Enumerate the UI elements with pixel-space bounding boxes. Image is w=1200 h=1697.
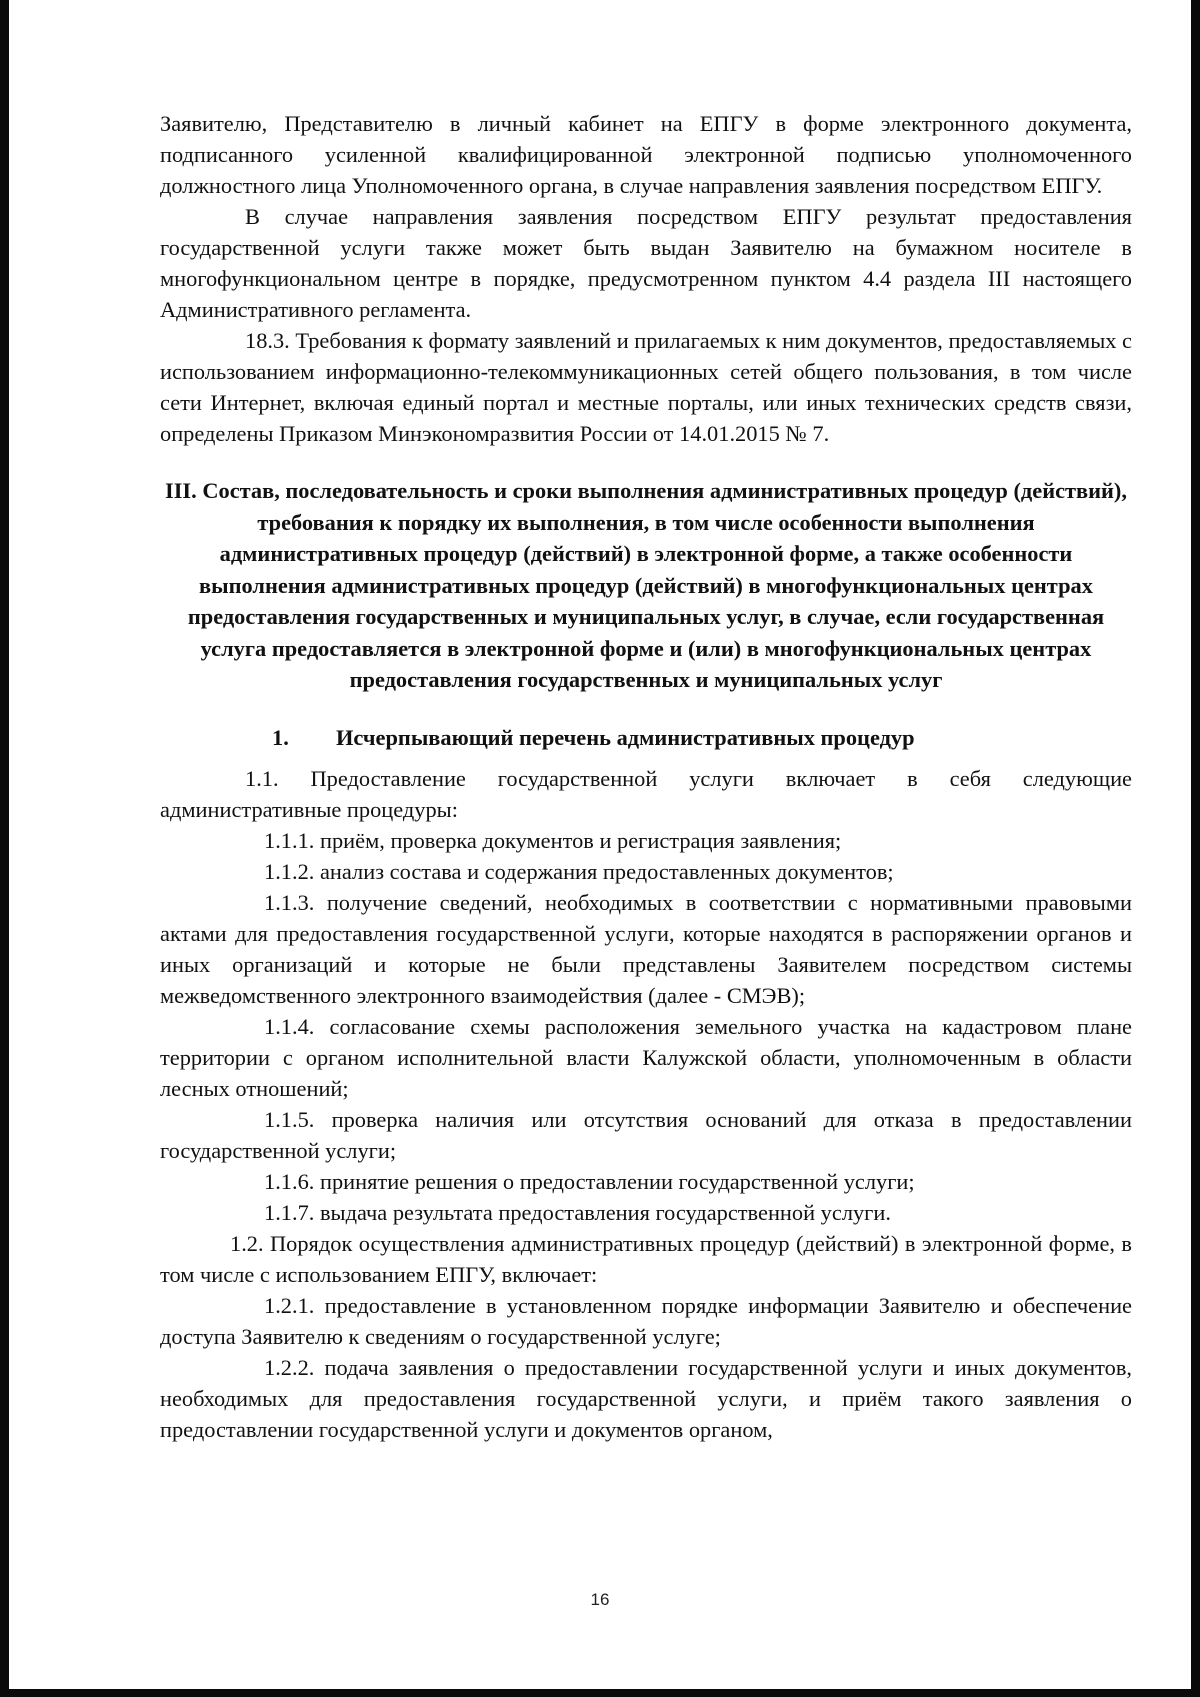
document-page — [160, 108, 1132, 1445]
paragraph-1-1-3: 1.1.3. получение сведений, необходимых в соответствии с нормативными правовыми актами для предоставления государственной услуги, которые находятся в распоряжении органов и иных организаций и которые не были представлены Заявителем посредством системы межведомственного электронного взаимодействия (далее - СМЭВ); — [160, 889, 1132, 1008]
paragraph-1-2-2: 1.2.2. подача заявления о предоставлении государственной услуги и иных документов, необходимых для предоставления государственной услуги, и приём такого заявления о предоставлении государственной услуги и документов органом, — [160, 1354, 1132, 1442]
paragraph-1-1-2: 1.1.2. анализ состава и содержания предоставленных документов; — [264, 858, 894, 884]
paragraph-1-2: 1.2. Порядок осуществления административных процедур (действий) в электронной форме, в том числе с использованием ЕПГУ, включает: — [160, 1230, 1132, 1287]
paragraph-continuation: Заявителю, Представителю в личный кабинет на ЕПГУ в форме электронного документа, подписанного усиленной квалифицированной электронной подписью уполномоченного должностного лица Уполномоченного органа, в случае направления заявления посредством ЕПГУ. — [160, 111, 1132, 198]
paragraph-1-1-7: 1.1.7. выдача результата предоставления государственной услуги. — [264, 1199, 891, 1225]
paragraph-1-1-4: 1.1.4. согласование схемы расположения земельного участка на кадастровом плане территории с органом исполнительной власти Калужской области, уполномоченным в области лесных отношений; — [160, 1013, 1132, 1101]
paragraph-1-1-1: 1.1.1. приём, проверка документов и регистрация заявления; — [264, 827, 842, 853]
scan-left-edge — [0, 0, 9, 1697]
paragraph-1-2-1: 1.2.1. предоставление в установленном порядке информации Заявителю и обеспечение доступа Заявителю к сведениям о государственной услуге; — [160, 1292, 1132, 1349]
subsection-heading — [160, 722, 1132, 753]
subsection-number: 1. — [272, 724, 289, 750]
scan-bottom-edge — [0, 1689, 1200, 1697]
paragraph-1-1: 1.1. Предоставление государственной услуги включает в себя следующие административные процедуры: — [160, 765, 1132, 822]
paragraph-18-3: 18.3. Требования к формату заявлений и прилагаемых к ним документов, предоставляемых с использованием информационно-телекоммуникационных сетей общего пользования, в том числе сети Интернет, включая единый портал и местные порталы, или иных технических средств связи, определены Приказом Минэкономразвития России от 14.01.2015 № 7. — [160, 328, 1132, 446]
page-number: 16 — [590, 1590, 610, 1609]
scan-right-edge — [1191, 0, 1200, 1697]
subsection-title: Исчерпывающий перечень административных процедур — [336, 724, 915, 750]
section-iii-title: III. Состав, последовательность и сроки выполнения административных процедур (действий), требования к порядку их выполнения, в том числе особенности выполнения административных процедур (действий) в электронной форме, а также особенности выполнения административных процедур (действий) в многофункциональных центрах предоставления государственных и муниципальных услуг, в случае, если государственная услуга предоставляется в электронной форме и (или) в многофункциональных центрах предоставления государственных и муниципальных услуг — [165, 478, 1127, 692]
paragraph-1-1-6: 1.1.6. принятие решения о предоставлении государственной услуги; — [264, 1168, 915, 1194]
paragraph-1-1-5: 1.1.5. проверка наличия или отсутствия оснований для отказа в предоставлении государственной услуги; — [160, 1106, 1132, 1163]
paragraph-result-paper: В случае направления заявления посредством ЕПГУ результат предоставления государственной услуги также может быть выдан Заявителю на бумажном носителе в многофункциональном центре в порядке, предусмотренном пунктом 4.4 раздела III настоящего Административного регламента. — [160, 204, 1132, 322]
